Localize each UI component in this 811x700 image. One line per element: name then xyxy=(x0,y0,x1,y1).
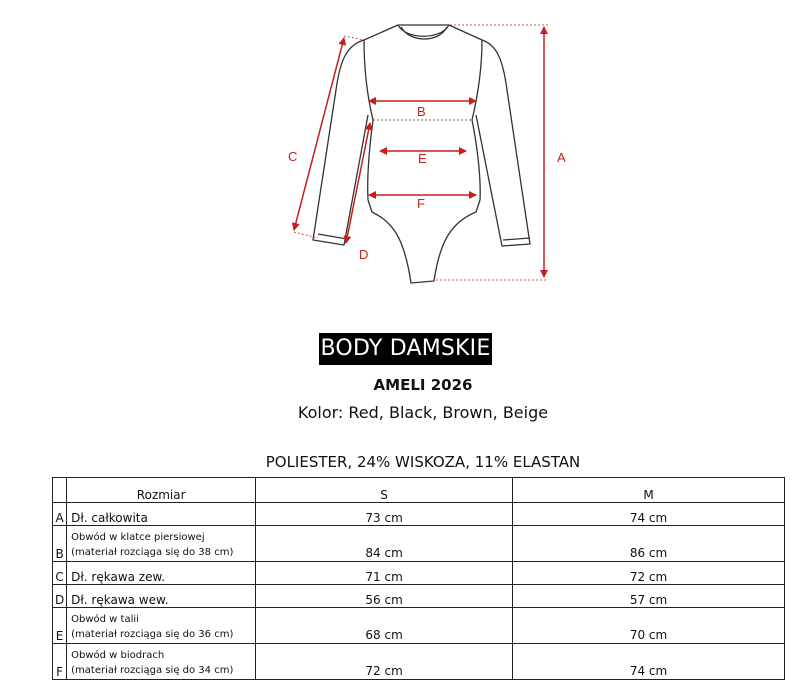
row-measurement-name: Obwód w biodrach xyxy=(71,650,165,661)
row-value-s: 84 cm xyxy=(256,526,513,562)
row-letter: B xyxy=(53,526,67,562)
row-value-m: 70 cm xyxy=(513,608,785,644)
row-value-m: 86 cm xyxy=(513,526,785,562)
row-letter: F xyxy=(53,644,67,680)
garment-diagram xyxy=(0,0,811,300)
product-title-text: BODY DAMSKIE xyxy=(319,333,493,365)
label-f: F xyxy=(417,196,425,211)
label-e: E xyxy=(418,151,427,166)
row-value-s: 68 cm xyxy=(256,608,513,644)
header-size-label: Rozmiar xyxy=(67,478,256,503)
label-c: C xyxy=(288,149,298,164)
row-value-s: 56 cm xyxy=(256,585,513,608)
row-letter: A xyxy=(53,503,67,526)
label-a: A xyxy=(557,150,566,165)
table-row xyxy=(53,503,785,526)
label-b: B xyxy=(417,104,426,119)
row-measurement-cell xyxy=(67,526,256,562)
row-letter: E xyxy=(53,608,67,644)
header-size-s: S xyxy=(256,478,513,503)
row-measurement-cell xyxy=(67,644,256,680)
row-letter: C xyxy=(53,562,67,585)
table-row xyxy=(53,608,785,644)
row-value-m: 74 cm xyxy=(513,503,785,526)
header-letter-cell xyxy=(53,478,67,503)
row-letter: D xyxy=(53,585,67,608)
row-measurement-name: Obwód w klatce piersiowej xyxy=(71,532,205,543)
row-measurement-name: Dł. rękawa zew. xyxy=(67,562,256,585)
table-row xyxy=(53,644,785,680)
product-title xyxy=(0,333,811,365)
row-value-s: 72 cm xyxy=(256,644,513,680)
table-header-row xyxy=(53,478,785,503)
row-measurement-name: Obwód w talii xyxy=(71,614,139,625)
label-d: D xyxy=(359,247,369,262)
row-measurement-name: Dł. całkowita xyxy=(67,503,256,526)
row-value-m: 74 cm xyxy=(513,644,785,680)
table-row xyxy=(53,526,785,562)
row-measurement-cell xyxy=(67,608,256,644)
material-composition: POLIESTER, 24% WISKOZA, 11% ELASTAN xyxy=(265,453,581,471)
table-row xyxy=(53,585,785,608)
header-size-m: M xyxy=(513,478,785,503)
row-measurement-name: Dł. rękawa wew. xyxy=(67,585,256,608)
row-measurement-note: (materiał rozciąga się do 34 cm) xyxy=(71,665,234,676)
row-measurement-note: (materiał rozciąga się do 36 cm) xyxy=(71,629,234,640)
row-value-m: 72 cm xyxy=(513,562,785,585)
row-measurement-note: (materiał rozciąga się do 38 cm) xyxy=(71,547,234,558)
row-value-s: 71 cm xyxy=(256,562,513,585)
row-value-s: 73 cm xyxy=(256,503,513,526)
color-list: Kolor: Red, Black, Brown, Beige xyxy=(297,403,549,422)
row-value-m: 57 cm xyxy=(513,585,785,608)
model-name: AMELI 2026 xyxy=(373,376,473,394)
table-row xyxy=(53,562,785,585)
size-table xyxy=(52,477,785,680)
